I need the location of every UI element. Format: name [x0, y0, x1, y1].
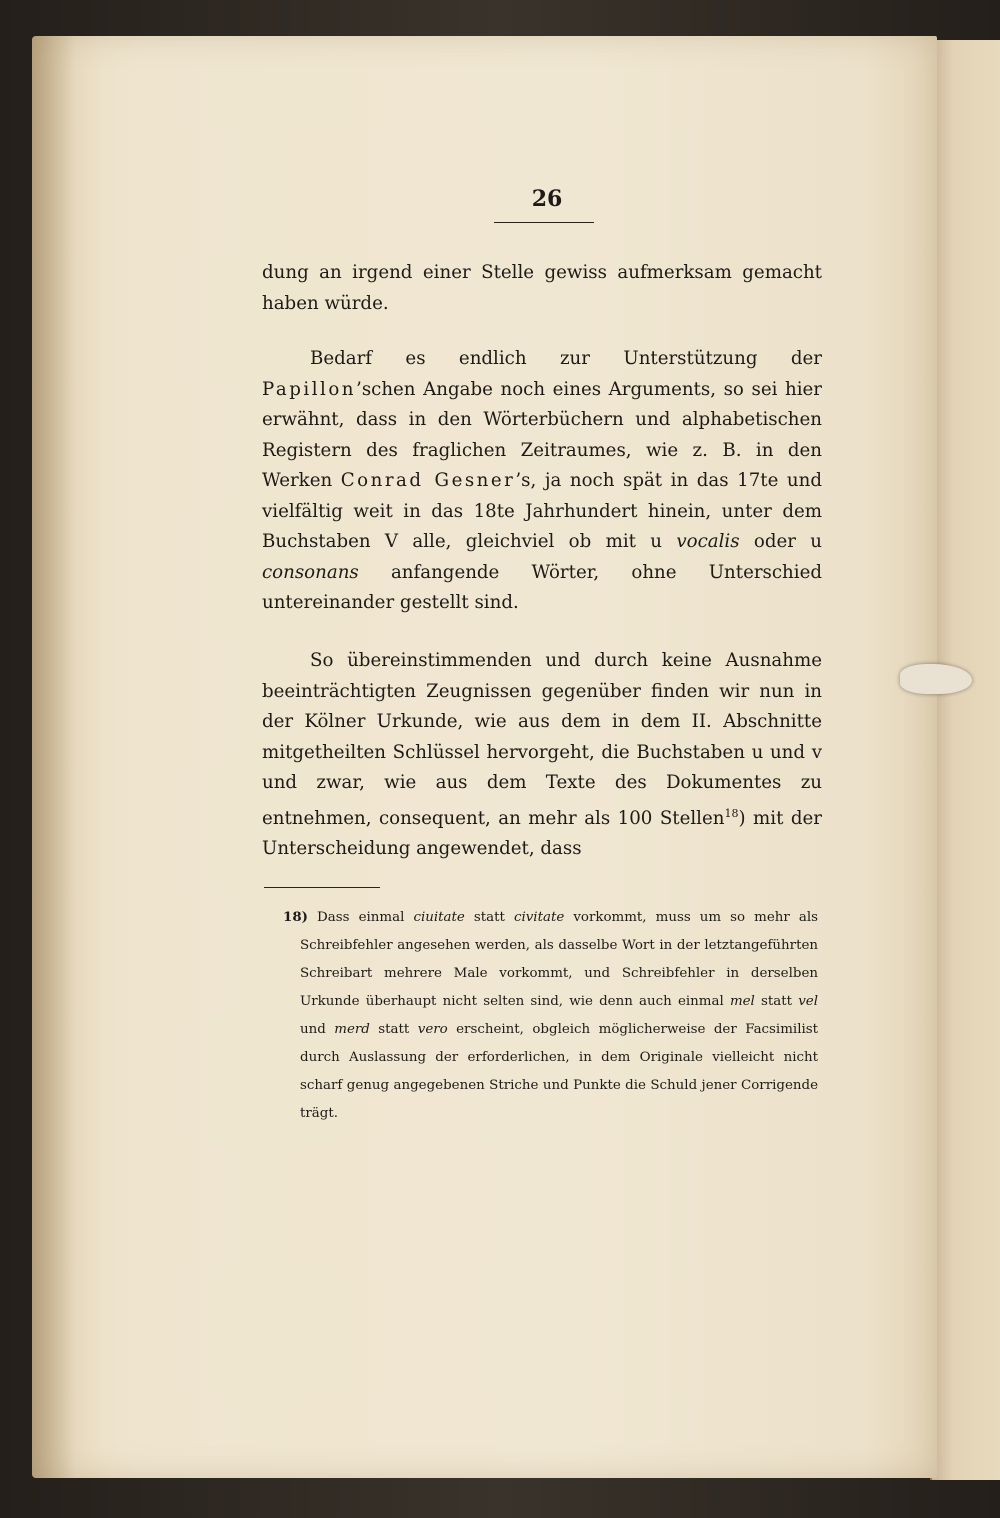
footnote-text-4: statt	[754, 994, 799, 1009]
footnote-term-civitate: civitate	[513, 910, 565, 925]
paragraph-3-text-a: So übereinstimmenden und durch keine Ausnahme beeinträchtigten Zeugnissen gegenüber finden wir nun in der Kölner Urkunde, wie aus dem in dem II. Abschnitte mitgetheilten Schlüssel hervorgeht, die Buchstaben u und v und zwar, wie aus dem Texte des Dokumentes zu entnehmen, consequent, an mehr als 100 Stellen	[262, 650, 822, 829]
paragraph-1-text: dung an irgend einer Stelle gewiss aufmerksam gemacht haben würde.	[262, 262, 822, 314]
footnote-term-ciuitate: ciuitate	[413, 910, 465, 925]
footnote-text-2: statt	[464, 910, 514, 925]
footnote-text-5: und	[300, 1022, 335, 1037]
paragraph-3-text-b: ) mit der Unterscheidung angewendet, dass	[262, 807, 822, 859]
paragraph-2	[262, 344, 822, 619]
footnote-label: 18)	[283, 909, 308, 925]
footnote-rule	[264, 887, 380, 888]
footnote-term-vel: vel	[798, 994, 819, 1009]
term-consonans: consonans	[262, 561, 359, 583]
name-conrad-gesner: Conrad Gesner	[340, 470, 516, 491]
paragraph-2-text-b: ’schen Angabe noch eines Arguments, so sei hier erwähnt, dass in den Wörterbüchern und alphabetischen Registern des fraglichen Zeitraumes, wie z. B. in den Werken	[262, 378, 822, 491]
paragraph-2-text-c: ’s, ja noch spät in das 17te und vielfältig weit in das 18te Jahrhundert hinein, unter dem Buchstaben V alle, gleichviel ob mit u	[262, 470, 822, 552]
paper-tear	[900, 664, 972, 694]
paragraph-1	[262, 258, 822, 319]
paragraph-3	[262, 646, 822, 865]
footnote-text-1: Dass einmal	[307, 910, 414, 925]
adjacent-page-edge	[930, 40, 1000, 1480]
footnote-term-vero: vero	[417, 1022, 448, 1037]
footnote-18	[283, 903, 819, 1128]
footnote-term-merd: merd	[334, 1022, 370, 1037]
page-number: 26	[531, 186, 563, 212]
paragraph-2-text-a: Bedarf es endlich zur Unterstützung der	[310, 348, 822, 369]
footnote-reference: 18	[724, 806, 739, 820]
name-papillon: Papillon	[262, 378, 357, 400]
footnote-text-7: erscheint, obgleich möglicherweise der Facsimilist durch Auslassung der erforderlichen, in dem Originale vielleicht nicht scharf genug angegebenen Striche und Punkte die Schuld jener Corrigende trägt.	[300, 1022, 819, 1121]
page-binding-shadow	[32, 36, 102, 1478]
page-number-rule	[494, 222, 594, 223]
paragraph-2-text-d: oder u	[739, 531, 823, 552]
footnote-text-3: vorkommt, muss um so mehr als Schreibfehler angesehen werden, als dasselbe Wort in der letztangeführten Schreibart mehrere Male vorkommt, und Schreibfehler in derselben Urkunde überhaupt nicht selten sind, wie denn auch einmal	[300, 910, 819, 1009]
paragraph-2-text-e: anfangende Wörter, ohne Unterschied untereinander gestellt sind.	[262, 561, 822, 613]
footnote-term-mel: mel	[729, 994, 755, 1009]
footnote-text-6: statt	[369, 1022, 418, 1037]
term-vocalis: vocalis	[676, 531, 740, 552]
